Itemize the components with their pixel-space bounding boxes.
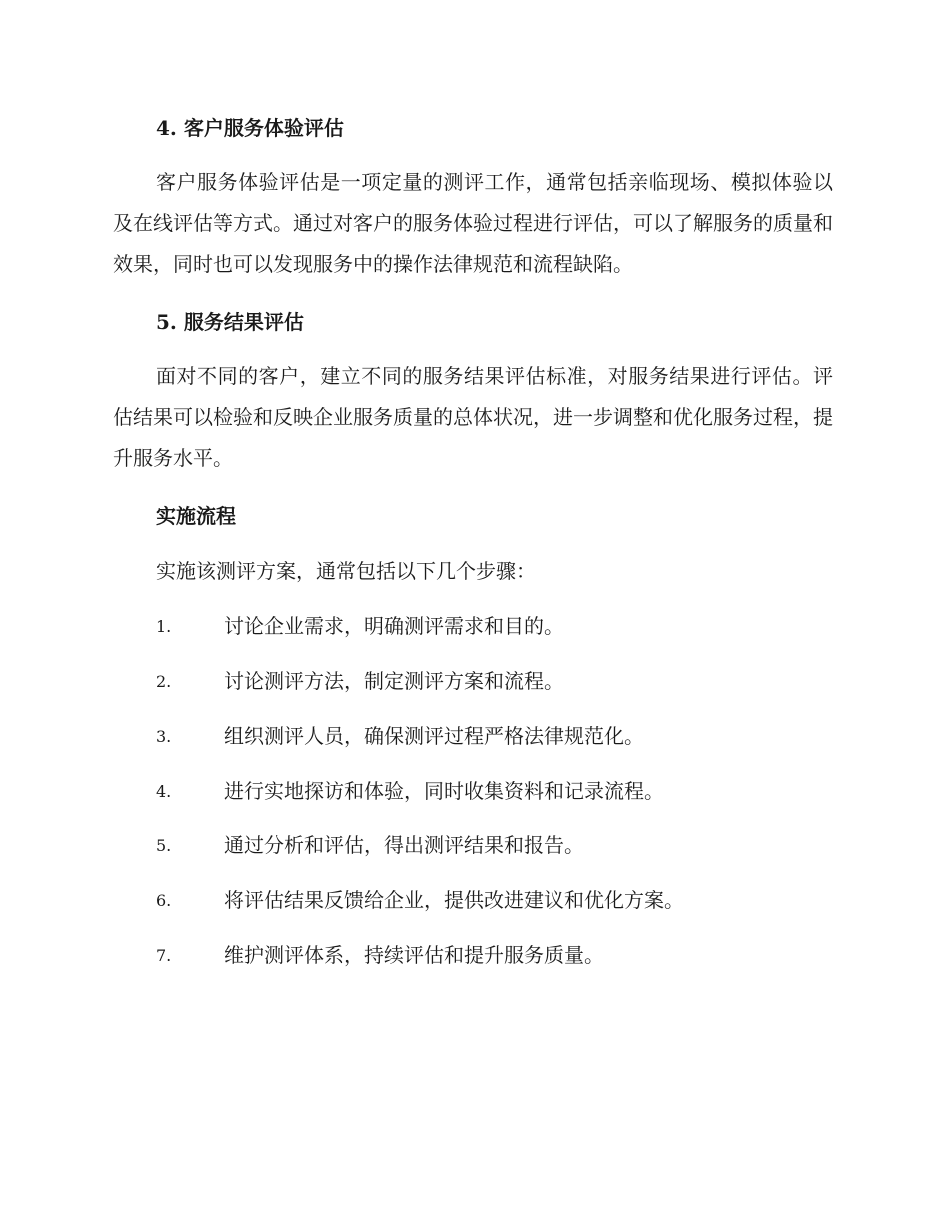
list-item-number: 4.	[156, 782, 172, 801]
section-heading-customer-experience: 4. 客户服务体验评估	[156, 116, 344, 140]
list-item-text: 维护测评体系，持续评估和提升服务质量。	[224, 943, 604, 967]
list-item-text: 讨论企业需求，明确测评需求和目的。	[224, 614, 564, 638]
implementation-intro: 实施该测评方案，通常包括以下几个步骤：	[156, 559, 536, 583]
list-item-text: 组织测评人员，确保测评过程严格法律规范化。	[224, 724, 644, 748]
list-item-text: 讨论测评方法，制定测评方案和流程。	[224, 669, 564, 693]
list-item-number: 5.	[156, 836, 172, 855]
paragraph-customer-experience: 客户服务体验评估是一项定量的测评工作，通常包括亲临现场、模拟体验以及在线评估等方式。通过对客户的服务体验过程进行评估，可以了解服务的质量和效果，同时也可以发现服务中的操作法律规范和流程缺陷。	[113, 170, 833, 276]
list-item-number: 7.	[156, 946, 172, 965]
list-item-text: 通过分析和评估，得出测评结果和报告。	[224, 833, 584, 857]
list-item-number: 6.	[156, 891, 172, 910]
list-item-text: 进行实地探访和体验，同时收集资料和记录流程。	[224, 779, 664, 803]
list-item-number: 3.	[156, 727, 172, 746]
list-item-text: 将评估结果反馈给企业，提供改进建议和优化方案。	[224, 888, 684, 912]
list-item-number: 1.	[156, 617, 172, 636]
list-item-number: 2.	[156, 672, 172, 691]
section-heading-service-result: 5. 服务结果评估	[156, 310, 304, 334]
paragraph-service-result: 面对不同的客户，建立不同的服务结果评估标准，对服务结果进行评估。评估结果可以检验和反映企业服务质量的总体状况，进一步调整和优化服务过程，提升服务水平。	[113, 364, 833, 470]
section-heading-implementation: 实施流程	[156, 504, 236, 528]
